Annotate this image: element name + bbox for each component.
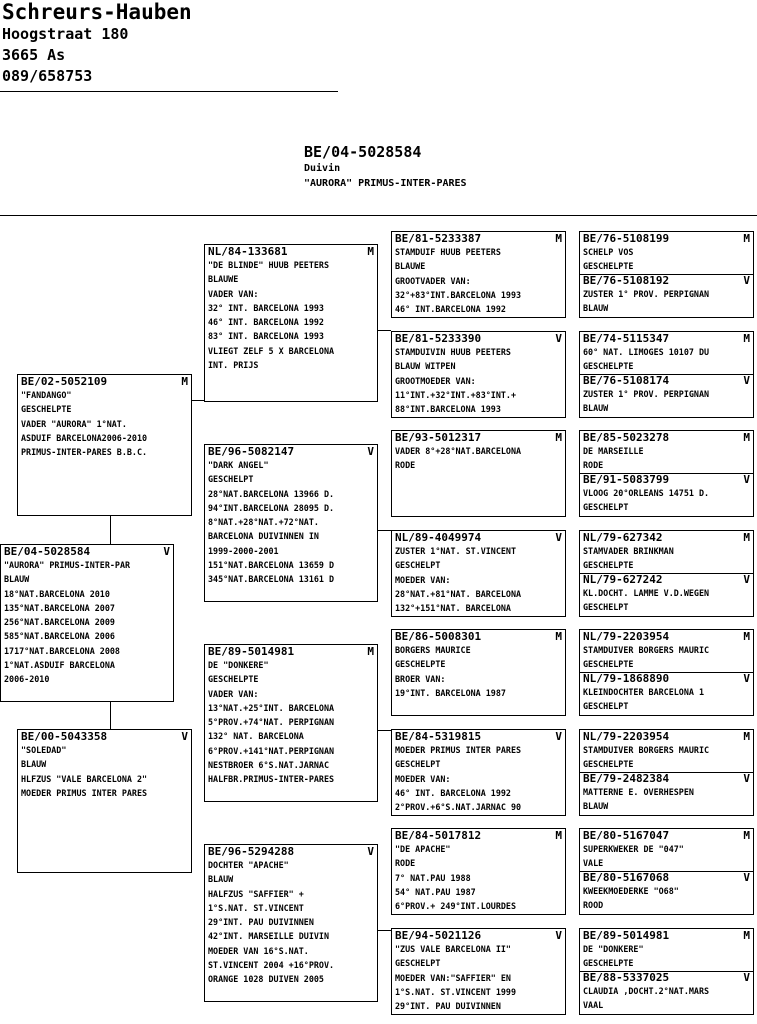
sex-marker: V <box>743 771 750 785</box>
pedigree-note: STAMDUIVER BORGERS MAURIC <box>583 645 710 655</box>
sex-marker: M <box>743 332 750 345</box>
ring-number: BE/84-5319815 <box>395 730 482 743</box>
pedigree-note: MATTERNE E. OVERHESPEN <box>583 786 694 797</box>
sex-marker: M <box>743 531 750 544</box>
pedigree-note: "DARK ANGEL" <box>208 460 269 470</box>
pedigree-note: "FANDANGO" <box>21 390 72 400</box>
pedigree-box-mff <box>391 629 566 716</box>
pedigree-note: 6°PROV.+ 249°INT.LOURDES <box>395 901 517 912</box>
pedigree-box-mmf <box>391 828 566 915</box>
pedigree-note: 2006-2010 <box>4 674 50 685</box>
pedigree-note: STAMDUIVER BORGERS MAURIC <box>583 745 710 755</box>
pedigree-box-fff <box>391 231 566 318</box>
pedigree-note: BLAUW WITPEN <box>395 361 456 372</box>
pedigree-note: VLIEGT ZELF 5 X BARCELONA <box>208 345 335 356</box>
ring-number: BE/96-5082147 <box>208 445 295 458</box>
tree-connector <box>378 730 391 731</box>
ring-number-row <box>583 432 750 444</box>
sex-marker: V <box>743 373 750 387</box>
pedigree-note: 19°INT. BARCELONA 1987 <box>395 687 506 698</box>
pedigree-note: BLAUW <box>583 800 609 811</box>
pedigree-note: 132° NAT. BARCELONA <box>208 731 304 742</box>
sex-marker: M <box>743 829 750 842</box>
sex-marker: M <box>367 245 374 258</box>
sex-marker: M <box>181 375 188 388</box>
pedigree-note: "DE APACHE" <box>395 844 451 854</box>
header-divider <box>0 91 338 92</box>
ring-number: BE/02-5052109 <box>21 375 108 388</box>
tree-connector <box>378 930 391 931</box>
pedigree-box-fm <box>204 444 378 602</box>
pedigree-note: CLAUDIA ,DOCHT.2°NAT.MARS <box>583 985 710 996</box>
pedigree-note: KL.DOCHT. LAMME V.D.WEGEN <box>583 587 710 598</box>
pedigree-note: 7° NAT.PAU 1988 <box>395 872 471 883</box>
pedigree-box-mfm <box>391 729 566 816</box>
pedigree-box-mfff <box>579 629 754 716</box>
ring-number: BE/81-5233387 <box>395 232 482 245</box>
ring-number-row <box>583 574 750 586</box>
ring-number-row <box>395 930 562 942</box>
pedigree-note: GESCHELPTE <box>583 759 634 770</box>
ring-number-row <box>583 375 750 387</box>
tree-connector <box>192 400 204 401</box>
ring-number: BE/79-2482384 <box>583 771 670 785</box>
pedigree-note: 2°PROV.+6°S.NAT.JARNAC 90 <box>395 802 522 813</box>
pedigree-box-mother <box>17 729 192 873</box>
ring-number-row <box>395 731 562 743</box>
ring-number-row <box>583 275 750 287</box>
pedigree-note: KWEEKMOEDERKE "O68" <box>583 885 679 896</box>
pedigree-note: RODE <box>395 858 416 869</box>
pedigree-note: 256°NAT.BARCELONA 2009 <box>4 617 115 628</box>
ring-number-row <box>583 333 750 345</box>
pedigree-note: 132°+151°NAT. BARCELONA <box>395 603 511 614</box>
pigeon-title-block <box>304 143 467 191</box>
pedigree-box-ffm <box>391 331 566 418</box>
pedigree-note: 585°NAT.BARCELONA 2006 <box>4 631 115 642</box>
pedigree-note: 32°+83°INT.BARCELONA 1993 <box>395 289 522 300</box>
pedigree-note: 6°PROV.+141°NAT.PERPIGNAN <box>208 745 335 756</box>
pedigree-note: 18°NAT.BARCELONA 2010 <box>4 588 110 599</box>
sex-marker: M <box>555 630 562 643</box>
ring-number-row <box>395 432 562 444</box>
breeder-street: Hoogstraat 180 <box>2 25 129 43</box>
pedigree-note: STAMDUIVIN HUUB PEETERS <box>395 347 511 357</box>
ring-number: BE/76-5108199 <box>583 232 670 245</box>
pedigree-note: 135°NAT.BARCELONA 2007 <box>4 602 115 613</box>
breeder-header <box>2 0 192 87</box>
ring-number-row <box>583 773 750 785</box>
pedigree-note: ORANGE 1028 DUIVEN 2005 <box>208 974 324 985</box>
ring-number-row <box>208 446 374 458</box>
pedigree-box-fmf <box>391 430 566 517</box>
sex-marker: V <box>555 531 562 544</box>
ring-number-row <box>395 532 562 544</box>
sex-marker: V <box>743 970 750 984</box>
breeder-city: 3665 As <box>2 46 66 64</box>
pedigree-note: BLAUWE <box>208 274 239 285</box>
sex-marker: V <box>367 845 374 858</box>
ring-number: BE/84-5017812 <box>395 829 482 842</box>
ring-number: BE/76-5108174 <box>583 373 670 387</box>
pedigree-note: ASDUIF BARCELONA2006-2010 <box>21 432 148 443</box>
pedigree-box-ffmf <box>579 331 754 418</box>
pedigree-box-fmff <box>579 430 754 517</box>
pedigree-note: VADER 8°+28°NAT.BARCELONA <box>395 446 522 456</box>
pedigree-note: 42°INT. MARSEILLE DUIVIN <box>208 931 330 942</box>
pedigree-note: 60° NAT. LIMOGES 10107 DU <box>583 347 710 357</box>
ring-number-row <box>21 376 188 388</box>
pedigree-note: GESCHELPTE <box>208 674 259 685</box>
ring-number: BE/93-5012317 <box>395 431 482 444</box>
pedigree-note: STAMVADER BRINKMAN <box>583 546 674 556</box>
pedigree-note: DE "DONKERE" <box>583 944 644 954</box>
pedigree-note: BLAUW <box>583 302 609 313</box>
ring-number-row <box>208 246 374 258</box>
ring-number-row <box>583 872 750 884</box>
sex-marker: V <box>163 545 170 558</box>
pedigree-note: 1°NAT.ASDUIF BARCELONA <box>4 660 115 671</box>
pedigree-box-fmm <box>391 530 566 617</box>
ring-number-row <box>583 972 750 984</box>
pedigree-note: 46° INT. BARCELONA 1992 <box>395 787 511 798</box>
pedigree-note: "SOLEDAD" <box>21 745 67 755</box>
sex-marker: V <box>555 929 562 942</box>
pedigree-note: 1717°NAT.BARCELONA 2008 <box>4 645 120 656</box>
pedigree-note: BLAUW <box>208 874 234 885</box>
pedigree-note: STAMDUIF HUUB PEETERS <box>395 247 501 257</box>
pedigree-note: VALE <box>583 858 604 869</box>
ring-number: BE/04-5028584 <box>4 545 91 558</box>
pedigree-note: "ZUS VALE BARCELONA II" <box>395 944 511 954</box>
pedigree-note: GESCHELPTE <box>395 659 446 670</box>
pedigree-note: 28°NAT.+81°NAT. BARCELONA <box>395 588 522 599</box>
sex-marker: M <box>743 431 750 444</box>
pedigree-note: 1°S.NAT. ST.VINCENT <box>208 902 304 913</box>
ring-number: NL/79-627342 <box>583 531 663 544</box>
pedigree-note: NESTBROER 6°S.NAT.JARNAC <box>208 760 330 771</box>
pedigree-note: BLAUW <box>4 574 30 585</box>
pedigree-box-fmmf <box>579 530 754 617</box>
ring-number-row <box>395 830 562 842</box>
pedigree-note: GESCHELPTE <box>21 404 72 415</box>
pedigree-note: MOEDER PRIMUS INTER PARES <box>395 745 522 755</box>
ring-number-row <box>208 846 374 858</box>
pedigree-note: ROOD <box>583 899 604 910</box>
ring-number: BE/89-5014981 <box>208 645 295 658</box>
sex-marker: V <box>743 472 750 486</box>
ring-number-row <box>395 333 562 345</box>
ring-number-row <box>208 646 374 658</box>
pedigree-note: GESCHELPT <box>583 700 629 711</box>
tree-connector <box>378 330 391 331</box>
ring-number-row <box>395 233 562 245</box>
pedigree-note: 13°NAT.+25°INT. BARCELONA <box>208 702 335 713</box>
pedigree-note: HLFZUS "VALE BARCELONA 2" <box>21 773 148 784</box>
pedigree-note: MOEDER VAN: <box>395 773 451 784</box>
ring-number: BE/85-5023278 <box>583 431 670 444</box>
pedigree-note: 94°INT.BARCELONA 28095 D. <box>208 502 335 513</box>
pedigree-note: 32° INT. BARCELONA 1993 <box>208 302 324 313</box>
sex-marker: M <box>743 232 750 245</box>
pedigree-note: ZUSTER 1° PROV. PERPIGNAN <box>583 288 710 299</box>
pedigree-note: BARCELONA DUIVINNEN IN <box>208 531 319 542</box>
sex-marker: V <box>181 730 188 743</box>
pedigree-note: "AURORA" PRIMUS-INTER-PAR <box>4 560 131 570</box>
pedigree-box-mm <box>204 844 378 1002</box>
ring-number: BE/88-5337025 <box>583 970 670 984</box>
ring-number: BE/89-5014981 <box>583 929 670 942</box>
ring-number-row <box>583 731 750 743</box>
pedigree-note: VADER VAN: <box>208 288 259 299</box>
pigeon-gender: Duivin <box>304 163 341 174</box>
ring-number-row <box>583 830 750 842</box>
pedigree-box-subject <box>0 544 174 702</box>
sex-marker: M <box>367 645 374 658</box>
pedigree-note: GESCHELPT <box>395 958 441 969</box>
pedigree-note: 83° INT. BARCELONA 1993 <box>208 331 324 342</box>
pedigree-note: 46° INT.BARCELONA 1992 <box>395 304 506 315</box>
pigeon-ring-number: BE/04-5028584 <box>304 143 422 161</box>
pedigree-note: GROOTVADER VAN: <box>395 275 471 286</box>
pedigree-note: BLAUW <box>21 759 47 770</box>
pedigree-note: MOEDER VAN: <box>395 574 451 585</box>
sex-marker: V <box>743 273 750 287</box>
pedigree-note: VADER VAN: <box>208 688 259 699</box>
ring-number-row <box>4 546 170 558</box>
ring-number: BE/96-5294288 <box>208 845 295 858</box>
pedigree-note: 345°NAT.BARCELONA 13161 D <box>208 574 335 585</box>
sex-marker: V <box>555 730 562 743</box>
pedigree-note: GESCHELPTE <box>583 361 634 372</box>
ring-number: NL/79-2203954 <box>583 630 670 643</box>
pedigree-note: RODE <box>395 460 416 471</box>
sex-marker: M <box>555 232 562 245</box>
sex-marker: V <box>367 445 374 458</box>
pedigree-note: VLOOG 20°ORLEANS 14751 D. <box>583 487 710 498</box>
pedigree-note: VAAL <box>583 999 604 1010</box>
pedigree-note: GESCHELPTE <box>583 560 634 571</box>
pedigree-note: HALFZUS "SAFFIER" + <box>208 888 304 899</box>
ring-number: NL/79-2203954 <box>583 730 670 743</box>
pedigree-note: 5°PROV.+74°NAT. PERPIGNAN <box>208 717 335 728</box>
ring-number-row <box>583 673 750 685</box>
pedigree-box-mfmf <box>579 729 754 816</box>
pedigree-note: HALFBR.PRIMUS-INTER-PARES <box>208 774 335 785</box>
pedigree-box-father <box>17 374 192 516</box>
sex-marker: V <box>743 671 750 685</box>
ring-number: BE/94-5021126 <box>395 929 482 942</box>
sex-marker: M <box>743 929 750 942</box>
pedigree-note: 29°INT. PAU DUIVINNEN <box>208 917 314 928</box>
pedigree-box-mmm <box>391 928 566 1015</box>
pedigree-note: MOEDER VAN 16°S.NAT. <box>208 945 309 956</box>
pedigree-note: DE MARSEILLE <box>583 446 644 456</box>
pedigree-note: GESCHELPT <box>208 474 254 485</box>
title-divider <box>0 215 757 216</box>
pedigree-note: RODE <box>583 460 604 471</box>
ring-number: BE/81-5233390 <box>395 332 482 345</box>
pedigree-note: BLAUWE <box>395 261 426 272</box>
pedigree-note: KLEINDOCHTER BARCELONA 1 <box>583 686 705 697</box>
ring-number-row <box>583 930 750 942</box>
sex-marker: M <box>555 431 562 444</box>
tree-connector <box>110 516 111 544</box>
pedigree-note: GESCHELPTE <box>583 958 634 969</box>
pedigree-box-ff <box>204 244 378 402</box>
breeder-name: Schreurs-Hauben <box>2 0 192 24</box>
ring-number-row <box>583 474 750 486</box>
pedigree-note: BLAUW <box>583 402 609 413</box>
pedigree-note: 151°NAT.BARCELONA 13659 D <box>208 560 335 571</box>
pedigree-note: "DE BLINDE" HUUB PEETERS <box>208 260 330 270</box>
ring-number-row <box>583 631 750 643</box>
pedigree-box-mf <box>204 644 378 802</box>
ring-number: NL/89-4049974 <box>395 531 482 544</box>
pedigree-note: DE "DONKERE" <box>208 660 269 670</box>
ring-number-row <box>583 532 750 544</box>
pedigree-note: MOEDER VAN:"SAFFIER" EN <box>395 972 511 983</box>
pedigree-note: GESCHELPT <box>395 759 441 770</box>
pedigree-note: BORGERS MAURICE <box>395 645 471 655</box>
ring-number: BE/00-5043358 <box>21 730 108 743</box>
pedigree-note: GESCHELPT <box>583 601 629 612</box>
pedigree-box-ffff <box>579 231 754 318</box>
tree-connector <box>110 702 111 729</box>
pedigree-note: 29°INT. PAU DUIVINNEN <box>395 1001 501 1012</box>
pedigree-note: GESCHELPTE <box>583 261 634 272</box>
pedigree-note: INT. PRIJS <box>208 360 259 371</box>
pedigree-note: GESCHELPTE <box>583 659 634 670</box>
pedigree-note: ZUSTER 1° PROV. PERPIGNAN <box>583 388 710 399</box>
ring-number: BE/86-5008301 <box>395 630 482 643</box>
pedigree-note: MOEDER PRIMUS INTER PARES <box>21 787 148 798</box>
pedigree-note: 1°S.NAT. ST.VINCENT 1999 <box>395 986 517 997</box>
breeder-phone: 089/658753 <box>2 67 93 85</box>
ring-number: NL/79-627242 <box>583 572 663 586</box>
sex-marker: V <box>743 572 750 586</box>
pedigree-note: GESCHELPT <box>583 501 629 512</box>
pedigree-box-mmff <box>579 828 754 915</box>
ring-number: BE/74-5115347 <box>583 332 670 345</box>
ring-number: BE/80-5167047 <box>583 829 670 842</box>
pedigree-note: VADER "AURORA" 1°NAT. <box>21 418 127 429</box>
ring-number: NL/84-133681 <box>208 245 288 258</box>
sex-marker: M <box>743 730 750 743</box>
pedigree-note: GESCHELPT <box>395 560 441 571</box>
pedigree-note: ZUSTER 1°NAT. ST.VINCENT <box>395 546 517 556</box>
sex-marker: M <box>743 630 750 643</box>
sex-marker: V <box>555 332 562 345</box>
pedigree-note: 1999-2000-2001 <box>208 545 279 556</box>
ring-number: NL/79-1868890 <box>583 671 670 685</box>
ring-number: BE/76-5108192 <box>583 273 670 287</box>
pedigree-note: SUPERKWEKER DE "047" <box>583 844 684 854</box>
ring-number: BE/91-5083799 <box>583 472 670 486</box>
ring-number-row <box>395 631 562 643</box>
tree-connector <box>378 530 391 531</box>
sex-marker: M <box>555 829 562 842</box>
ring-number-row <box>21 731 188 743</box>
pedigree-note: 11°INT.+32°INT.+83°INT.+ <box>395 389 517 400</box>
pedigree-note: BROER VAN: <box>395 673 446 684</box>
pedigree-note: GROOTMOEDER VAN: <box>395 375 476 386</box>
sex-marker: V <box>743 870 750 884</box>
pedigree-note: PRIMUS-INTER-PARES B.B.C. <box>21 447 148 458</box>
pedigree-note: SCHELP VOS <box>583 247 634 257</box>
ring-number: BE/80-5167068 <box>583 870 670 884</box>
pedigree-note: 28°NAT.BARCELONA 13966 D. <box>208 488 335 499</box>
pigeon-name: "AURORA" PRIMUS-INTER-PARES <box>304 178 467 189</box>
pedigree-note: 88°INT.BARCELONA 1993 <box>395 404 501 415</box>
pedigree-note: 46° INT. BARCELONA 1992 <box>208 317 324 328</box>
pedigree-box-mmmf <box>579 928 754 1015</box>
pedigree-note: DOCHTER "APACHE" <box>208 860 289 870</box>
pedigree-note: ST.VINCENT 2004 +16°PROV. <box>208 960 335 971</box>
ring-number-row <box>583 233 750 245</box>
pedigree-note: 8°NAT.+28°NAT.+72°NAT. <box>208 517 319 528</box>
pedigree-note: 54° NAT.PAU 1987 <box>395 886 476 897</box>
